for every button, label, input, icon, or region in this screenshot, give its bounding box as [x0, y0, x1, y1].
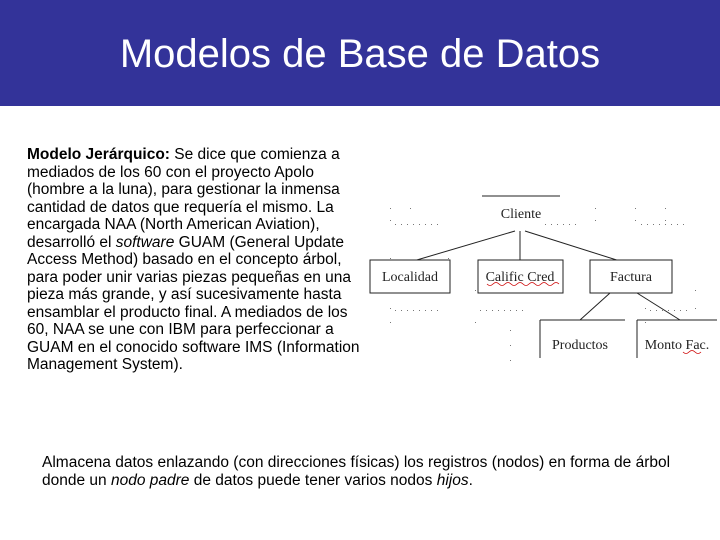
node-monto-fac — [637, 320, 717, 358]
paragraph-text-1: Se dice que comienza a mediados de los 60 con el proyecto Apolo (hombre a la luna), para gestionar la inmensa cantidad de datos que requería el mismo. La encargada NAA (North American Aviation), desarrolló el — [27, 146, 340, 251]
node-localidad-label: Localidad — [382, 270, 438, 285]
node-cliente-label: Cliente — [500, 207, 542, 222]
node-factura — [590, 260, 672, 293]
bottom-text-1: Almacena datos enlazando (con direcciones físicas) los registros (nodos) en forma de árbol donde un — [42, 454, 671, 489]
node-factura-label: Factura — [610, 270, 652, 285]
edge-cliente-localidad — [410, 231, 515, 262]
storage-description-paragraph — [42, 454, 702, 490]
node-monto-fac-label: Monto Fac. — [644, 338, 710, 353]
hierarchical-model-paragraph — [27, 146, 372, 374]
edge-cliente-factura — [525, 231, 623, 262]
paragraph-text-2: GUAM (General Update Access Method) basado en el concepto árbol, para poder unir varias piezas pequeñas en una pieza más grande, y así sucesivamente hasta ensamblar el producto final. A mediados de los 60, NAA se une con IBM para perfeccionar a GUAM en el conocido software IMS (Information Management System). — [27, 233, 360, 373]
bottom-italic-nodo-padre: nodo padre — [110, 472, 190, 489]
node-calific-cred — [478, 260, 563, 293]
bottom-text-2: de datos puede tener varios nodos — [189, 472, 437, 489]
hierarchy-diagram — [365, 180, 720, 370]
bottom-italic-hijos: hijos — [436, 472, 469, 489]
paragraph-lead: Modelo Jerárquico: — [27, 146, 170, 163]
node-cliente — [482, 196, 560, 222]
node-productos-label: Productos — [552, 338, 608, 353]
edge-factura-productos — [580, 293, 610, 320]
node-localidad — [370, 260, 450, 293]
slide-title: Modelos de Base de Datos — [119, 32, 601, 76]
bottom-text-3: . — [468, 472, 473, 489]
edge-factura-monto — [637, 293, 680, 320]
paragraph-italic-software: software — [115, 233, 175, 251]
node-calific-cred-label: Calific Cred — [485, 270, 555, 285]
node-productos — [540, 320, 625, 358]
